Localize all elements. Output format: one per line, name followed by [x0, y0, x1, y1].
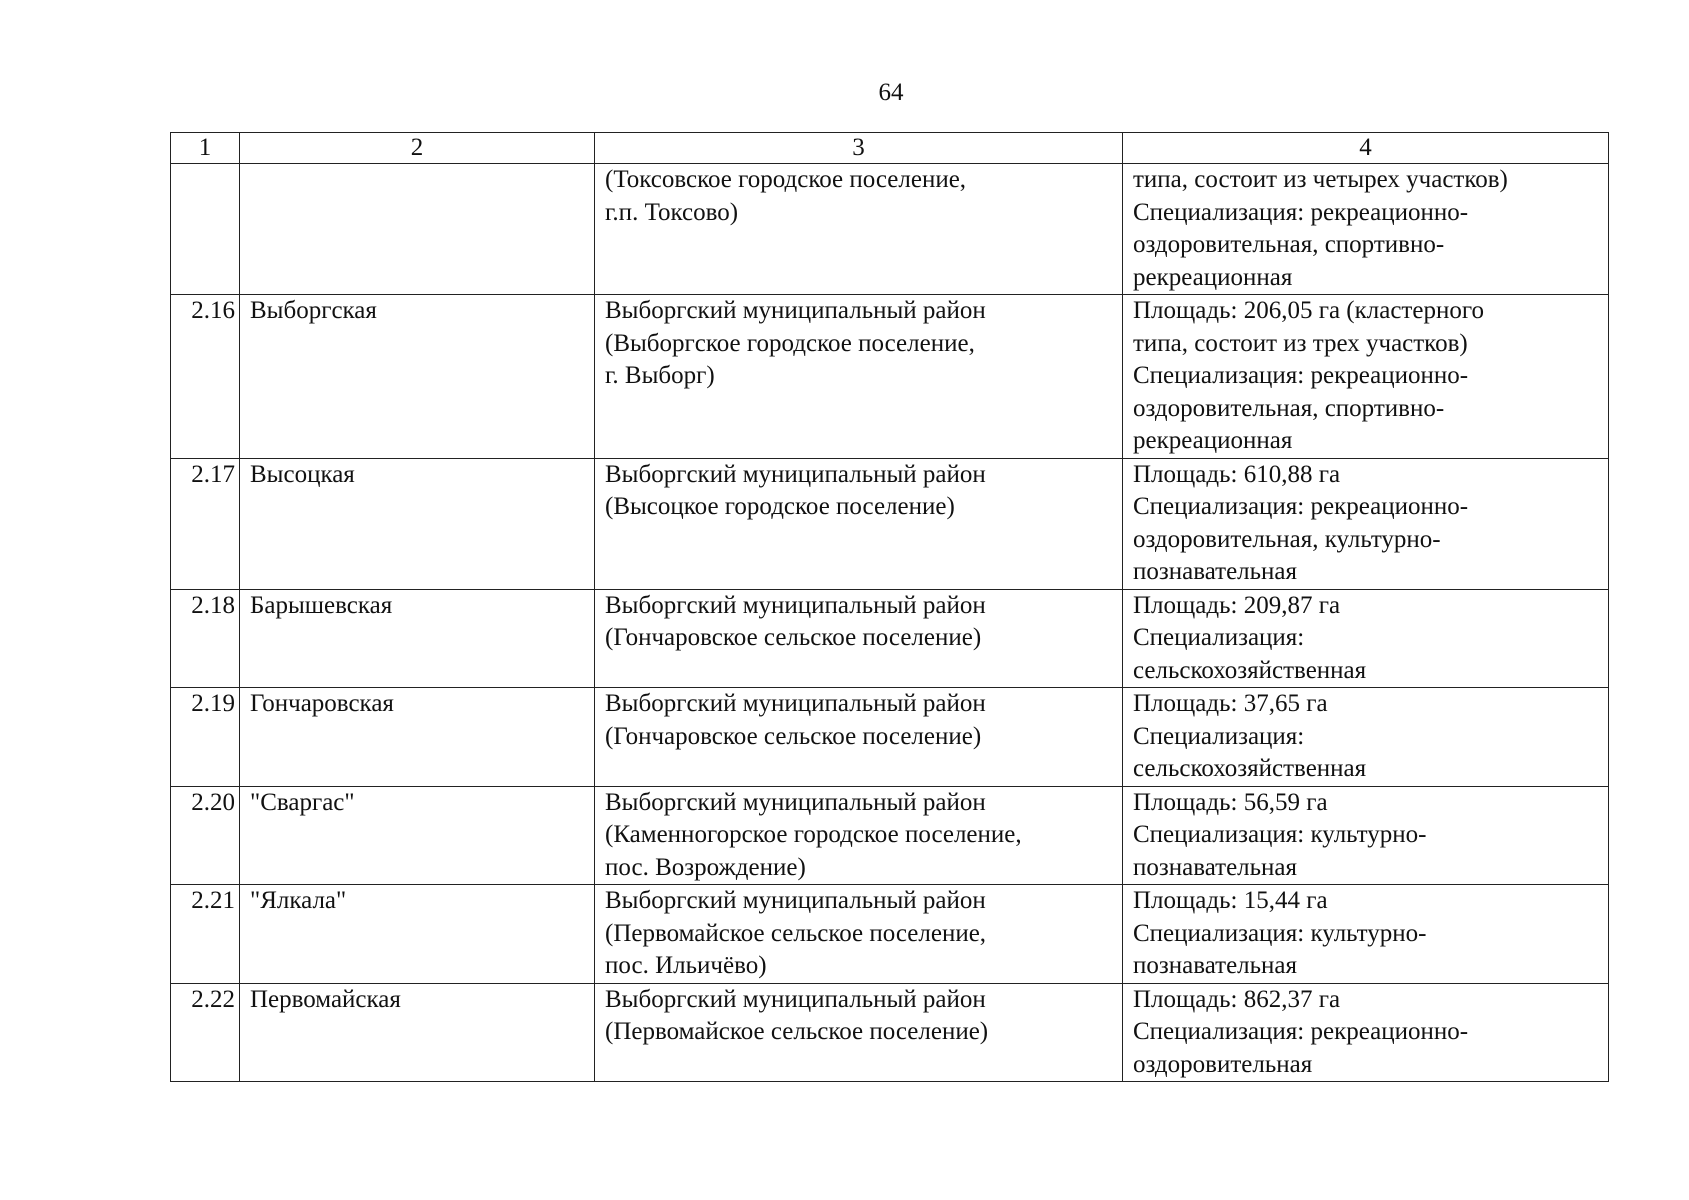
zone-name-cell: Выборгская: [240, 295, 595, 459]
description-line: познавательная: [1133, 952, 1298, 979]
location-line: (Высоцкое городское поселение): [605, 493, 955, 520]
table-header: [171, 133, 1609, 164]
description-line: оздоровительная, культурно-: [1133, 525, 1441, 553]
zone-name-cell: Гончаровская: [240, 688, 595, 787]
row-number-cell: 2.19: [171, 688, 240, 787]
description-line: рекреационная: [1133, 263, 1293, 291]
column-header-4: 4: [1123, 133, 1609, 164]
location-cell: [595, 983, 1123, 1082]
location-line: Выборгский муниципальный район: [605, 460, 986, 488]
table-body: [171, 164, 1609, 1082]
row-number-cell: [171, 164, 240, 295]
description-line: Специализация:: [1133, 624, 1305, 651]
location-line: г. Выборг): [605, 362, 715, 389]
description-line: оздоровительная: [1133, 1050, 1313, 1078]
row-number-cell: 2.18: [171, 589, 240, 688]
description-line: Площадь: 56,59 га: [1133, 788, 1328, 816]
description-line: Площадь: 862,37 га: [1133, 985, 1341, 1013]
description-line: оздоровительная, спортивно-: [1133, 394, 1445, 422]
row-number-cell: 2.16: [171, 295, 240, 459]
row-number-cell: 2.22: [171, 983, 240, 1082]
description-line: познавательная: [1133, 853, 1298, 881]
recreation-zones-table: [170, 132, 1609, 1082]
column-header-2: 2: [240, 133, 595, 164]
zone-name-cell: [240, 164, 595, 295]
table-row: [171, 458, 1609, 589]
description-line: рекреационная: [1133, 427, 1293, 454]
description-line: типа, состоит из четырех участков): [1133, 166, 1508, 193]
location-cell: [595, 295, 1123, 459]
description-line: познавательная: [1133, 558, 1298, 585]
zone-name-cell: "Ялкала": [240, 885, 595, 984]
zone-name-cell: Барышевская: [240, 589, 595, 688]
location-line: пос. Возрождение): [605, 853, 806, 881]
location-line: (Гончаровское сельское поселение): [605, 624, 982, 651]
description-line: Площадь: 610,88 га: [1133, 460, 1341, 488]
location-line: пос. Ильичёво): [605, 952, 767, 979]
table-row: [171, 983, 1609, 1082]
location-line: Выборгский муниципальный район: [605, 297, 986, 324]
description-cell: [1123, 688, 1609, 787]
description-line: Специализация: рекреационно-: [1133, 198, 1469, 226]
description-line: Специализация: рекреационно-: [1133, 1018, 1469, 1045]
location-line: (Каменногорское городское поселение,: [605, 821, 1022, 848]
row-number-cell: 2.21: [171, 885, 240, 984]
table-row: [171, 589, 1609, 688]
page-number: 64: [878, 79, 904, 106]
table-row: [171, 688, 1609, 787]
description-line: типа, состоит из трех участков): [1133, 329, 1468, 357]
location-line: (Первомайское сельское поселение): [605, 1018, 989, 1045]
description-cell: [1123, 164, 1609, 295]
location-line: (Гончаровское сельское поселение): [605, 722, 982, 750]
row-number-cell: 2.17: [171, 458, 240, 589]
description-cell: [1123, 589, 1609, 688]
location-line: (Токсовское городское поселение,: [605, 166, 967, 193]
description-line: Площадь: 37,65 га: [1133, 690, 1328, 717]
description-cell: [1123, 458, 1609, 589]
description-line: Специализация: культурно-: [1133, 919, 1427, 947]
zone-name-cell: Первомайская: [240, 983, 595, 1082]
table-row: [171, 164, 1609, 295]
location-cell: [595, 688, 1123, 787]
location-line: Выборгский муниципальный район: [605, 788, 986, 816]
location-line: Выборгский муниципальный район: [605, 985, 986, 1013]
location-line: (Первомайское сельское поселение,: [605, 919, 987, 947]
description-line: оздоровительная, спортивно-: [1133, 231, 1445, 258]
description-cell: [1123, 786, 1609, 885]
location-line: Выборгский муниципальный район: [605, 887, 986, 914]
location-cell: [595, 786, 1123, 885]
description-line: Площадь: 206,05 га (кластерного: [1133, 297, 1484, 324]
location-cell: [595, 458, 1123, 589]
description-line: Специализация: рекреационно-: [1133, 493, 1469, 520]
zone-name-cell: "Сваргас": [240, 786, 595, 885]
table-row: [171, 786, 1609, 885]
description-cell: [1123, 983, 1609, 1082]
zone-name-cell: Высоцкая: [240, 458, 595, 589]
description-cell: [1123, 295, 1609, 459]
location-line: (Выборгское городское поселение,: [605, 329, 975, 357]
description-line: сельскохозяйственная: [1133, 755, 1367, 782]
table-header-row: [171, 133, 1609, 164]
location-line: Выборгский муниципальный район: [605, 690, 986, 717]
row-number-cell: 2.20: [171, 786, 240, 885]
description-line: сельскохозяйственная: [1133, 656, 1367, 684]
location-cell: [595, 885, 1123, 984]
column-header-3: 3: [595, 133, 1123, 164]
description-line: Специализация:: [1133, 722, 1305, 750]
location-line: Выборгский муниципальный район: [605, 591, 986, 619]
location-cell: [595, 589, 1123, 688]
description-cell: [1123, 885, 1609, 984]
description-line: Площадь: 209,87 га: [1133, 591, 1341, 619]
table-row: [171, 295, 1609, 459]
column-header-1: 1: [171, 133, 240, 164]
table-row: [171, 885, 1609, 984]
description-line: Специализация: культурно-: [1133, 821, 1427, 848]
location-cell: [595, 164, 1123, 295]
description-line: Специализация: рекреационно-: [1133, 362, 1469, 389]
location-line: г.п. Токсово): [605, 198, 739, 226]
description-line: Площадь: 15,44 га: [1133, 887, 1328, 914]
